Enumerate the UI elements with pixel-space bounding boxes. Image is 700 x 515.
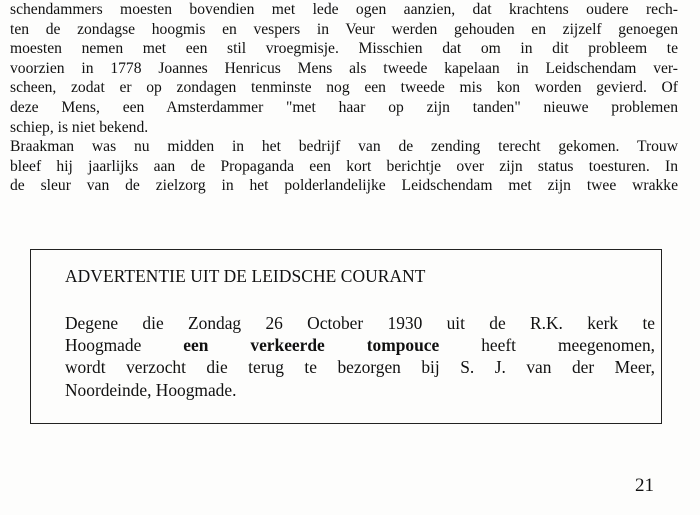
body-line: ten de zondagse hoogmis en vespers in Veur werden gehouden en zijzelf genoegen xyxy=(10,20,678,38)
advertisement-text: heeft meegenomen, xyxy=(439,335,655,356)
body-line: Braakman was nu midden in het bedrijf van de zending terecht gekomen. Trouw xyxy=(10,138,678,156)
body-line: scheen, zodat er op zondagen tenminste nog een tweede mis kon worden gevierd. Of xyxy=(10,79,678,97)
body-line: moesten nemen met een stil vroegmisje. Misschien dat om in dit probleem te xyxy=(10,40,678,58)
body-line: de sleur van de zielzorg in het polderlandelijke Leidschendam met zijn twee wrakke xyxy=(10,177,678,195)
body-line: voorzien in 1778 Joannes Henricus Mens als tweede kapelaan in Leidschendam ver- xyxy=(10,59,678,77)
advertisement-box xyxy=(30,249,662,424)
advertisement-body xyxy=(65,312,655,401)
page-number: 21 xyxy=(635,475,654,496)
advertisement-line xyxy=(65,334,655,356)
advertisement-line: wordt verzocht die terug te bezorgen bij S. J. van der Meer, xyxy=(65,357,655,378)
advertisement-line: Noordeinde, Hoogmade. xyxy=(65,379,237,400)
body-line: schiep, is niet bekend. xyxy=(10,118,149,136)
body-line: bleef hij jaarlijks aan de Propaganda een kort berichtje over zijn status toesturen. In xyxy=(10,157,678,175)
advertisement-title: ADVERTENTIE UIT DE LEIDSCHE COURANT xyxy=(65,266,426,286)
body-line: deze Mens, een Amsterdammer "met haar op zijn tanden" nieuwe problemen xyxy=(10,98,678,116)
advertisement-text: Hoogmade xyxy=(65,335,184,356)
advertisement-line: Degene die Zondag 26 October 1930 uit de R.K. kerk te xyxy=(65,313,655,333)
body-text xyxy=(10,0,678,196)
advertisement-emphasis: een verkeerde tompouce xyxy=(183,335,440,356)
body-line: schendammers moesten bovendien met lede ogen aanzien, dat krachtens oudere rech- xyxy=(10,1,678,18)
